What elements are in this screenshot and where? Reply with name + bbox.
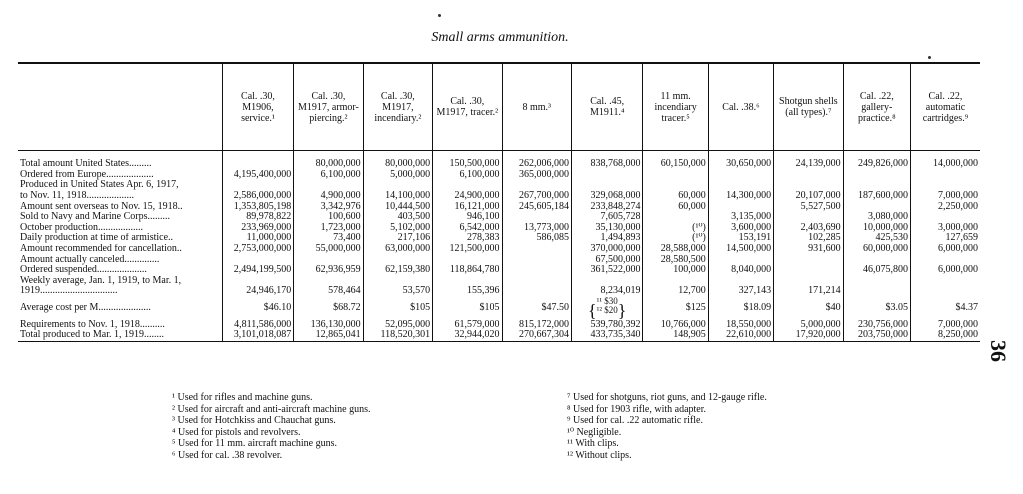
table-cell (222, 180, 293, 191)
table-row (18, 265, 980, 276)
table-cell: 14,300,000 (708, 191, 773, 202)
without-clips-price: ¹² $20 (596, 304, 618, 315)
table-cell: 14,100,000 (363, 191, 432, 202)
table-cell: 361,522,000 (571, 265, 642, 276)
table-cell: 6,100,000 (433, 170, 502, 181)
table-cell: 52,095,000 (363, 319, 432, 330)
footnote: ¹¹ With clips. (567, 438, 619, 449)
table-cell (708, 201, 773, 212)
row-label: Sold to Navy and Marine Corps......... (20, 211, 170, 223)
table-cell (910, 170, 980, 181)
table-cell: 8,234,019 (571, 286, 642, 297)
table-cell (774, 276, 843, 287)
table-cell: 46,075,800 (843, 265, 910, 276)
table-cell: 55,000,000 (294, 244, 363, 255)
row-label: Amount recommended for cancellation.. (20, 243, 182, 255)
table-row (18, 330, 980, 341)
row-label: Total amount United States......... (20, 158, 152, 170)
footnote: ⁷ Used for shotguns, riot guns, and 12-gauge rifle. (567, 392, 767, 403)
table-cell (502, 286, 571, 297)
table-cell: 60,000,000 (843, 244, 910, 255)
footnotes-right (567, 392, 947, 461)
table-cell: 24,900,000 (433, 191, 502, 202)
table-cell: 28,580,500 (643, 254, 708, 265)
table-cell: 24,139,000 (774, 151, 843, 170)
table-cell: 80,000,000 (363, 151, 432, 170)
column-header: Cal. .30, M1917, tracer.² (433, 63, 502, 151)
ammunition-table (18, 62, 980, 342)
table-cell: 62,159,380 (363, 265, 432, 276)
table-cell: 118,520,301 (363, 330, 432, 341)
table-cell: 60,150,000 (643, 151, 708, 170)
table-cell: 14,500,000 (708, 244, 773, 255)
table-cell: 100,000 (643, 265, 708, 276)
footnotes-left (172, 392, 552, 461)
table-cell (774, 254, 843, 265)
table-cell: 148,905 (643, 330, 708, 341)
table-cell: (¹⁰) (643, 233, 708, 244)
table-cell (222, 276, 293, 287)
table-row (18, 180, 980, 191)
table-cell: 127,659 (910, 233, 980, 244)
table-cell: 89,978,822 (222, 212, 293, 223)
table-cell: 67,500,000 (571, 254, 642, 265)
table-row (18, 201, 980, 212)
table-cell: 155,396 (433, 286, 502, 297)
row-label: Produced in United States Apr. 6, 1917, (20, 180, 179, 191)
column-header: Cal. .45, M1911.⁴ (571, 63, 642, 151)
table-cell: 24,946,170 (222, 286, 293, 297)
row-label: Amount sent overseas to Nov. 15, 1918.. (20, 201, 183, 212)
table-cell: 22,610,000 (708, 330, 773, 341)
table-cell (843, 201, 910, 212)
brace-left: { (587, 300, 597, 320)
table-cell: $105 (363, 297, 432, 320)
table-cell (774, 170, 843, 181)
table-cell (708, 276, 773, 287)
table-cell: 13,773,000 (502, 223, 571, 234)
table-cell: $18.09 (708, 297, 773, 320)
table-cell: 12,865,041 (294, 330, 363, 341)
table-cell: 249,826,000 (843, 151, 910, 170)
table-row (18, 297, 980, 320)
column-header: Cal. .22, gallery-practice.⁸ (843, 63, 910, 151)
table-cell (910, 254, 980, 265)
table-cell (910, 286, 980, 297)
table-cell: 8,250,000 (910, 330, 980, 341)
table-cell (643, 212, 708, 223)
table-cell: 425,530 (843, 233, 910, 244)
table-cell: 267,700,000 (502, 191, 571, 202)
table-cell: 53,570 (363, 286, 432, 297)
table-cell: 11,000,000 (222, 233, 293, 244)
table-row (18, 254, 980, 265)
column-header: Shotgun shells (all types).⁷ (774, 63, 843, 151)
table-cell (571, 170, 642, 181)
table-cell: 61,579,000 (433, 319, 502, 330)
table-cell (222, 151, 293, 170)
table-cell: 2,753,000,000 (222, 244, 293, 255)
row-label: Ordered from Europe................... (20, 169, 154, 180)
table-cell (502, 212, 571, 223)
table-cell: 6,542,000 (433, 223, 502, 234)
table-cell: 3,600,000 (708, 223, 773, 234)
table-cell (910, 180, 980, 191)
table-cell: 28,588,000 (643, 244, 708, 255)
table-cell: 5,102,000 (363, 223, 432, 234)
table-cell (502, 244, 571, 255)
table-cell: 18,550,000 (708, 319, 773, 330)
table-cell: 3,000,000 (910, 223, 980, 234)
header-row (18, 63, 980, 151)
table-cell: 4,811,586,000 (222, 319, 293, 330)
table-cell: 5,000,000 (363, 170, 432, 181)
table-cell: 10,444,500 (363, 201, 432, 212)
table-cell (571, 180, 642, 191)
table-cell: 3,101,018,087 (222, 330, 293, 341)
row-label: 1919............................... (20, 286, 118, 297)
table-cell: 60,000 (643, 191, 708, 202)
table-cell: 233,969,000 (222, 223, 293, 234)
table-row (18, 244, 980, 255)
footnote: ¹ Used for rifles and machine guns. (172, 392, 313, 403)
table-cell (433, 276, 502, 287)
footnote: ¹² Without clips. (567, 449, 632, 461)
table-cell: $40 (774, 297, 843, 320)
table-row (18, 191, 980, 202)
table-cell: 187,600,000 (843, 191, 910, 202)
with-clips-price: ¹¹ $30 (596, 296, 618, 306)
row-label: Daily production at time of armistice.. (20, 233, 174, 244)
table-cell: 5,527,500 (774, 201, 843, 212)
table-cell: 262,006,000 (502, 151, 571, 170)
table-cell (774, 212, 843, 223)
table-cell: 32,944,020 (433, 330, 502, 341)
table-cell (643, 170, 708, 181)
table-cell: $68.72 (294, 297, 363, 320)
table-cell: 118,864,780 (433, 265, 502, 276)
table-cell: 8,040,000 (708, 265, 773, 276)
footnote: ⁹ Used for cal. .22 automatic rifle. (567, 415, 703, 426)
footnote: ¹⁰ Negligible. (567, 426, 622, 438)
column-header: Cal. .38.⁶ (708, 63, 773, 151)
column-header: 8 mm.³ (502, 63, 571, 151)
row-label: to Nov. 11, 1918................... (20, 190, 134, 202)
footnote: ⁴ Used for pistols and revolvers. (172, 426, 301, 438)
table-cell: $46.10 (222, 297, 293, 320)
table-cell (363, 254, 432, 265)
table-cell: $3.05 (843, 297, 910, 320)
row-label: Weekly average, Jan. 1, 1919, to Mar. 1, (20, 275, 182, 286)
table-cell: 4,900,000 (294, 191, 363, 202)
table-cell: 80,000,000 (294, 151, 363, 170)
table-cell: 329,068,000 (571, 191, 642, 202)
table-cell (843, 286, 910, 297)
table-cell: 153,191 (708, 233, 773, 244)
table-cell: 203,750,000 (843, 330, 910, 341)
table-cell: 16,121,000 (433, 201, 502, 212)
table-cell: 3,135,000 (708, 212, 773, 223)
table-cell (571, 297, 642, 320)
table-cell: 586,085 (502, 233, 571, 244)
brace-right: } (617, 300, 627, 320)
table-cell: 838,768,000 (571, 151, 642, 170)
table-cell: 3,080,000 (843, 212, 910, 223)
table-cell (708, 254, 773, 265)
table-cell (910, 212, 980, 223)
table-row (18, 319, 980, 330)
column-header: Cal. .30, M1917, incendiary.² (363, 63, 432, 151)
table-cell: 2,586,000,000 (222, 191, 293, 202)
table-cell: 278,383 (433, 233, 502, 244)
table-cell: 121,500,000 (433, 244, 502, 255)
table-cell: 2,403,690 (774, 223, 843, 234)
table-cell: 931,600 (774, 244, 843, 255)
table-cell: (¹⁰) (643, 223, 708, 234)
table-cell: 10,766,000 (643, 319, 708, 330)
table-cell: $125 (643, 297, 708, 320)
table-row (18, 170, 980, 181)
table-cell: 150,500,000 (433, 151, 502, 170)
table-cell: 2,494,199,500 (222, 265, 293, 276)
table-cell: 63,000,000 (363, 244, 432, 255)
table-cell (222, 254, 293, 265)
table-cell: 6,000,000 (910, 265, 980, 276)
row-label: October production.................. (20, 222, 144, 233)
row-label: Amount actually canceled.............. (20, 254, 160, 265)
stub-header (18, 63, 222, 151)
ink-dot (928, 56, 931, 59)
row-label: Total produced to Mar. 1, 1919........ (18, 330, 222, 341)
table-row (18, 276, 980, 287)
table-cell (843, 180, 910, 191)
table-cell: 17,920,000 (774, 330, 843, 341)
table-cell: 270,667,304 (502, 330, 571, 341)
table-cell: 136,130,000 (294, 319, 363, 330)
table-cell (433, 180, 502, 191)
page-title: Small arms ammunition. (431, 30, 569, 45)
table-cell: 1,353,805,198 (222, 201, 293, 212)
table-cell: 1,723,000 (294, 223, 363, 234)
table-cell: 7,605,728 (571, 212, 642, 223)
row-label: Ordered suspended.................... (20, 264, 147, 276)
table-cell: 4,195,400,000 (222, 170, 293, 181)
row-label: Average cost per M..................... (20, 302, 151, 314)
table-cell: $47.50 (502, 297, 571, 320)
page-number: 36 (986, 340, 1011, 362)
table-cell (643, 276, 708, 287)
table-cell (502, 254, 571, 265)
table-cell: 6,100,000 (294, 170, 363, 181)
table-row (18, 151, 980, 170)
table-cell: 12,700 (643, 286, 708, 297)
table-cell (843, 254, 910, 265)
table-cell: 815,172,000 (502, 319, 571, 330)
table-cell: 946,100 (433, 212, 502, 223)
footnote: ⁶ Used for cal. .38 revolver. (172, 449, 283, 461)
table-cell: 2,250,000 (910, 201, 980, 212)
table-cell (910, 276, 980, 287)
column-header: Cal. .30, M1906, service.¹ (222, 63, 293, 151)
table-cell: 578,464 (294, 286, 363, 297)
table-cell: 6,000,000 (910, 244, 980, 255)
table-cell: 230,756,000 (843, 319, 910, 330)
table-cell (294, 276, 363, 287)
table-cell: 171,214 (774, 286, 843, 297)
table-cell: 30,650,000 (708, 151, 773, 170)
table-cell: 539,780,392 (571, 319, 642, 330)
table-cell: 35,130,000 (571, 223, 642, 234)
table-row (18, 223, 980, 234)
table-cell: $105 (433, 297, 502, 320)
column-header: Cal. .22, automatic cartridges.⁹ (910, 63, 980, 151)
table-cell: 60,000 (643, 201, 708, 212)
table-cell: 20,107,000 (774, 191, 843, 202)
clip-prices (597, 297, 618, 315)
table-cell: 245,605,184 (502, 201, 571, 212)
table-row (18, 233, 980, 244)
footnote: ² Used for aircraft and anti-aircraft machine guns. (172, 403, 371, 415)
table-cell: 102,285 (774, 233, 843, 244)
table-cell: 233,848,274 (571, 201, 642, 212)
table-cell (502, 180, 571, 191)
table-cell (708, 180, 773, 191)
table-cell (774, 180, 843, 191)
table-cell (843, 170, 910, 181)
table-cell: 73,400 (294, 233, 363, 244)
row-label: Requirements to Nov. 1, 1918.......... (20, 319, 165, 330)
table-cell (708, 170, 773, 181)
table-cell: 327,143 (708, 286, 773, 297)
table-cell: 10,000,000 (843, 223, 910, 234)
table-cell (363, 276, 432, 287)
table-row (18, 212, 980, 223)
footnote: ³ Used for Hotchkiss and Chauchat guns. (172, 415, 336, 426)
table-cell (643, 180, 708, 191)
table-cell: 7,000,000 (910, 191, 980, 202)
table-cell (433, 254, 502, 265)
table-cell: 62,936,959 (294, 265, 363, 276)
table-cell (294, 254, 363, 265)
table-cell (774, 265, 843, 276)
table-cell: 217,106 (363, 233, 432, 244)
table-cell: 5,000,000 (774, 319, 843, 330)
table-row (18, 286, 980, 297)
table-cell: 1,494,893 (571, 233, 642, 244)
table-cell: 370,000,000 (571, 244, 642, 255)
footnote: ⁵ Used for 11 mm. aircraft machine guns. (172, 438, 338, 449)
table-cell (294, 180, 363, 191)
table-cell: $4.37 (910, 297, 980, 320)
column-header: 11 mm. incendiary tracer.⁵ (643, 63, 708, 151)
column-header: Cal. .30, M1917, armor-piercing.² (294, 63, 363, 151)
table-cell: 365,000,000 (502, 170, 571, 181)
table-cell (502, 265, 571, 276)
table-cell (571, 276, 642, 287)
table-cell: 403,500 (363, 212, 432, 223)
table-cell: 14,000,000 (910, 151, 980, 170)
ink-dot (438, 14, 441, 17)
table-cell (363, 180, 432, 191)
table-cell (502, 276, 571, 287)
table-cell (843, 276, 910, 287)
footnote: ⁸ Used for 1903 rifle, with adapter. (567, 403, 707, 415)
table-cell: 433,735,340 (571, 330, 642, 341)
table-body (18, 151, 980, 342)
table-cell: 100,600 (294, 212, 363, 223)
table-cell: 3,342,976 (294, 201, 363, 212)
table-cell: 7,000,000 (910, 319, 980, 330)
